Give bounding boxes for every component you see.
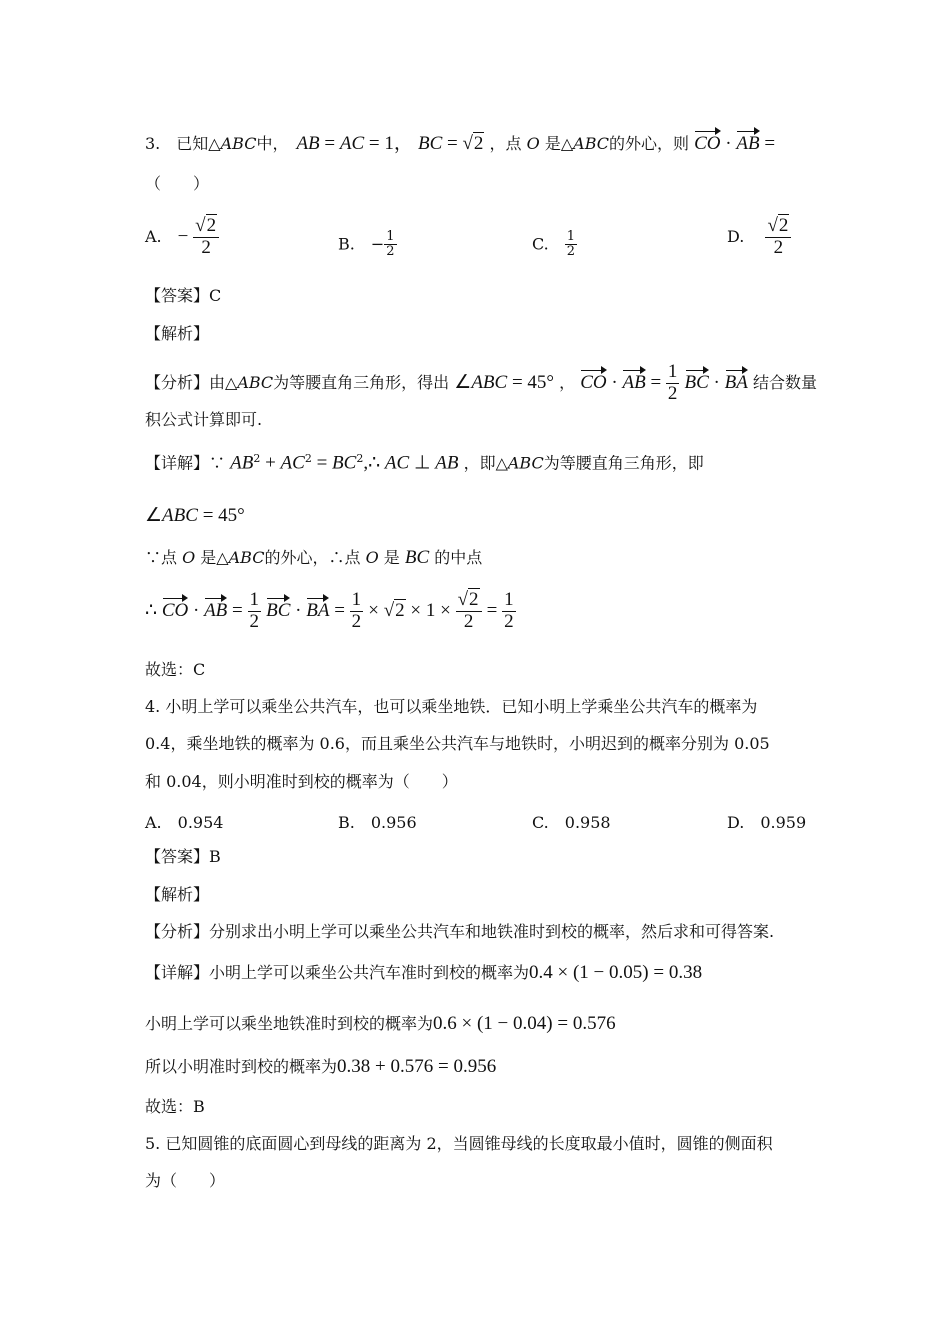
- q3-paren: （ ）: [145, 174, 210, 193]
- q4-detail: 【详解】小明上学可以乘坐公共汽车准时到校的概率为0.4 × (1 − 0.05) = 0.38: [145, 962, 703, 983]
- q5-line1: 5. 已知圆锥的底面圆心到母线的距离为 2，当圆锥母线的长度取最小值时，圆锥的侧面积: [145, 1134, 773, 1153]
- q3-stem: 3. 已知△ABC中， AB = AC = 1， BC = √2 ，点 O 是△ABC的外心，则 CO · AB =: [145, 130, 775, 156]
- q3-option-b: B. − $\frac{1}{2}$: [338, 229, 395, 260]
- q3-calc: ∴ CO · AB = $\frac{1}{2}$ BC · BA = $\frac{1}{2}$ × √2 × 1 × $\frac{√2}{2}$ = $\frac{1}{2}$: [145, 589, 514, 632]
- q5-line2: 为（ ）: [145, 1171, 226, 1190]
- q3-analysis: 【分析】由△ABC为等腰直角三角形，得出 ∠ABC = 45° ， CO · AB = $\frac{1}{2}$ BC · BA 结合数量: [145, 361, 817, 404]
- q3-option-c: C. $\frac{1}{2}$: [532, 229, 576, 260]
- q4-line3: 和 0.04，则小明准时到校的概率为（ ）: [145, 772, 458, 791]
- q4-choice: 故选：B: [145, 1097, 205, 1116]
- q4-total: 所以小明准时到校的概率为0.38 + 0.576 = 0.956: [145, 1056, 497, 1077]
- q4-jiexi: 【解析】: [145, 885, 210, 904]
- q3-option-d: D. $\frac{√2}{2}$: [727, 216, 791, 259]
- q4-metro: 小明上学可以乘坐地铁准时到校的概率为0.6 × (1 − 0.04) = 0.576: [145, 1013, 616, 1034]
- q3-jiexi: 【解析】: [145, 324, 210, 343]
- q3-detail: 【详解】∵ $AB^2 + AC^2$ = $BC^2,\therefore$ AC ⊥ AB ，即△ABC为等腰直角三角形，即: [145, 452, 704, 474]
- q4-line1: 4. 小明上学可以乘坐公共汽车，也可以乘坐地铁．已知小明上学乘坐公共汽车的概率为: [145, 697, 758, 716]
- q4-option-b: B. 0.956: [338, 813, 417, 832]
- q4-option-a: A. 0.954: [145, 813, 224, 832]
- q3-answer: 【答案】C: [145, 286, 222, 305]
- q3-angle: ∠ABC = 45°: [145, 505, 245, 526]
- q4-answer: 【答案】B: [145, 847, 221, 866]
- q4-line2: 0.4，乘坐地铁的概率为 0.6，而且乘坐公共汽车与地铁时，小明迟到的概率分别为 0.05: [145, 734, 770, 753]
- q3-analysis-2: 积公式计算即可.: [145, 410, 263, 429]
- q3-option-a: A. − $\frac{√2}{2}$: [145, 216, 219, 259]
- q4-option-d: D. 0.959: [727, 813, 807, 832]
- q4-analysis: 【分析】分别求出小明上学可以乘坐公共汽车和地铁准时到校的概率，然后求和可得答案.: [145, 922, 775, 941]
- q3-step: ∵点 O 是△ABC的外心，∴点 O 是 BC 的中点: [145, 547, 483, 568]
- q4-option-c: C. 0.958: [532, 813, 611, 832]
- q3-choice: 故选：C: [145, 660, 206, 679]
